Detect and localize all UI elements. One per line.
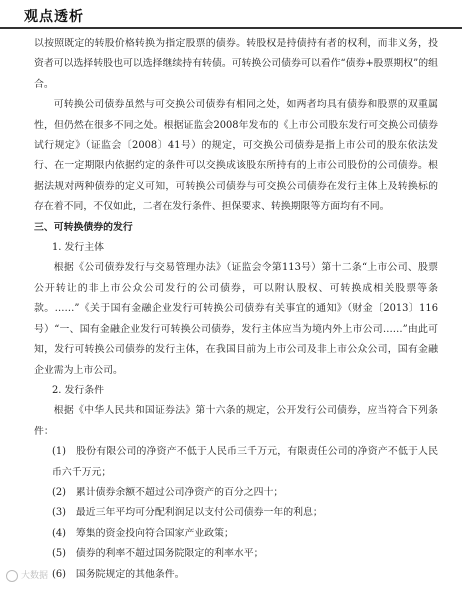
paragraph-2: 可转换公司债券虽然与可交换公司债券有相同之处，如两者均具有债券和股票的双重属性，但仍然在很多不同之处。根据证监会2008年发布的《上市公司股东发行可交换公司债券试行规定》（证监会〔2008〕41号）的规定，可交换公司债券是指上市公司的股东依法发行、在一定期限内依据约定的条件可以交换成该股东所持有的上市公司股份的公司债券。根据法规对两种债券的定义可知，可转换公司债券与可交换公司债券在发行主体上及转换标的存在着不同，不仅如此，二者在发行条件、担保要求、转换期限等方面均有不同。	[34, 99, 438, 213]
paragraph-1: 以按照既定的转股价格转换为指定股票的债券。转股权是持债持有者的权利，而非义务，投资者可以选择转股也可以选择继续持有转债。可转换公司债券可以看作“债券+股票期权”的组合。	[34, 38, 438, 90]
section-heading-3: 三、可转换债券的发行	[34, 221, 133, 233]
document-body	[34, 34, 438, 585]
subsection-heading-2: 2. 发行条件	[52, 384, 105, 396]
watermark-logo-icon	[6, 570, 18, 582]
header-title: 观点透析	[24, 9, 84, 25]
subsection-heading-1: 1. 发行主体	[52, 242, 105, 254]
condition-item-4: (4) 筹集的资金投向符合国家产业政策；	[52, 527, 234, 539]
paragraph-4: 根据《中华人民共和国证券法》第十六条的规定，公开发行公司债券，应当符合下列条件：	[34, 405, 438, 437]
condition-item-2: (2) 累计债券余额不超过公司净资产的百分之四十；	[52, 486, 284, 498]
condition-item-3: (3) 最近三年平均可分配利润足以支付公司债券一年的利息；	[52, 507, 323, 519]
page-header	[0, 0, 462, 26]
condition-item-5: (5) 债券的利率不超过国务院限定的利率水平；	[52, 548, 264, 560]
paragraph-3: 根据《公司债券发行与交易管理办法》（证监会令第113号）第十二条“上市公司、股票公开转让的非上市公众公司发行的公司债券，可以附认股权、可转换成相关股票等条款。……”《关于国有金融企业发行可转换公司债券有关事宜的通知》（财金〔2013〕116号）“一、国有金融企业发行可转换公司债券，发行主体应当为境内外上市公司……”由此可知，发行可转换公司债券的发行主体，在我国目前为上市公司及非上市公众公司，国有金融企业需为上市公司。	[34, 262, 438, 376]
condition-item-6: (6) 国务院规定的其他条件。	[52, 568, 185, 580]
watermark-text: 大数据	[21, 571, 49, 581]
watermark	[6, 568, 48, 582]
condition-item-1: (1) 股份有限公司的净资产不低于人民币三千万元，有限责任公司的净资产不低于人民币六千万元；	[52, 446, 438, 478]
header-rule	[0, 27, 462, 29]
